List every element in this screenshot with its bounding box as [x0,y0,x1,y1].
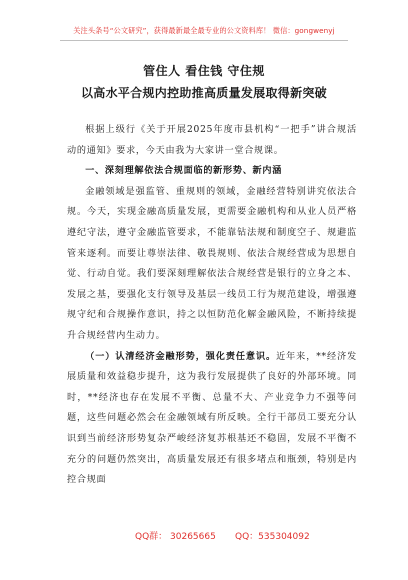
footer-contact [0,529,408,549]
subsection-text: 近年来，**经济发展质量和效益稳步提升，这为我行发展提供了良好的外部环境。同时，**经济也存在发展不平衡、总量不大、产业竞争力不强等问题，这些问题必然会在金融领域有所反映。全行干部员工要充分认识到当前经济形势复杂严峻经济复苏根基还不稳固，发展不平衡不充分的问题仍然突出，高质量发展还有很多堵点和瓶颈，特别是内控合规面 [67,351,357,486]
footer-qq: QQ：535304092 [235,532,310,542]
paragraph-subsection [67,347,357,491]
document-title-line1: 管住人 看住钱 守住规 [143,64,265,78]
section-heading-1: 一、深刻理解依法合规面临的新形势、新内涵 [85,165,283,177]
header-note: 关注头条号“公文研究”，获得最新最全最专业的公文资料库！ 微信：gongwenyj [73,26,335,35]
subsection-heading: （一）认清经济金融形势，强化责任意识。 [85,350,277,362]
header-divider [60,40,348,41]
document-title-line2: 以高水平合规内控助推高质量发展取得新突破 [80,86,327,100]
paragraph-intro: 根据上级行《关于开展2025年度市县机构“一把手”讲合规活动的通知》要求，今天由我为大家讲一堂合规课。 [67,125,357,156]
paragraph-body: 金融领域是强监管、重规则的领域，金融经营特别讲究依法合规。今天，实现金融高质量发展，更需要金融机构和从业人员严格遵纪守法，遵守金融监管要求，不能靠钻法规和制度空子、规避监管来逐利。而要让尊崇法律、敬畏规则、依法合规经营成为思想自觉、行动自觉。我们要深刻理解依法合规经营是银行的立身之本、发展之基，要强化支行领导及基层一线员工行为规范建设，增强遵规守纪和合规操作意识，持之以恒防范化解金融风险，不断持续提升合规经营内生动力。 [67,186,357,341]
footer-qq-group: QQ群： 30265665 [135,532,216,542]
document-body [67,120,357,491]
